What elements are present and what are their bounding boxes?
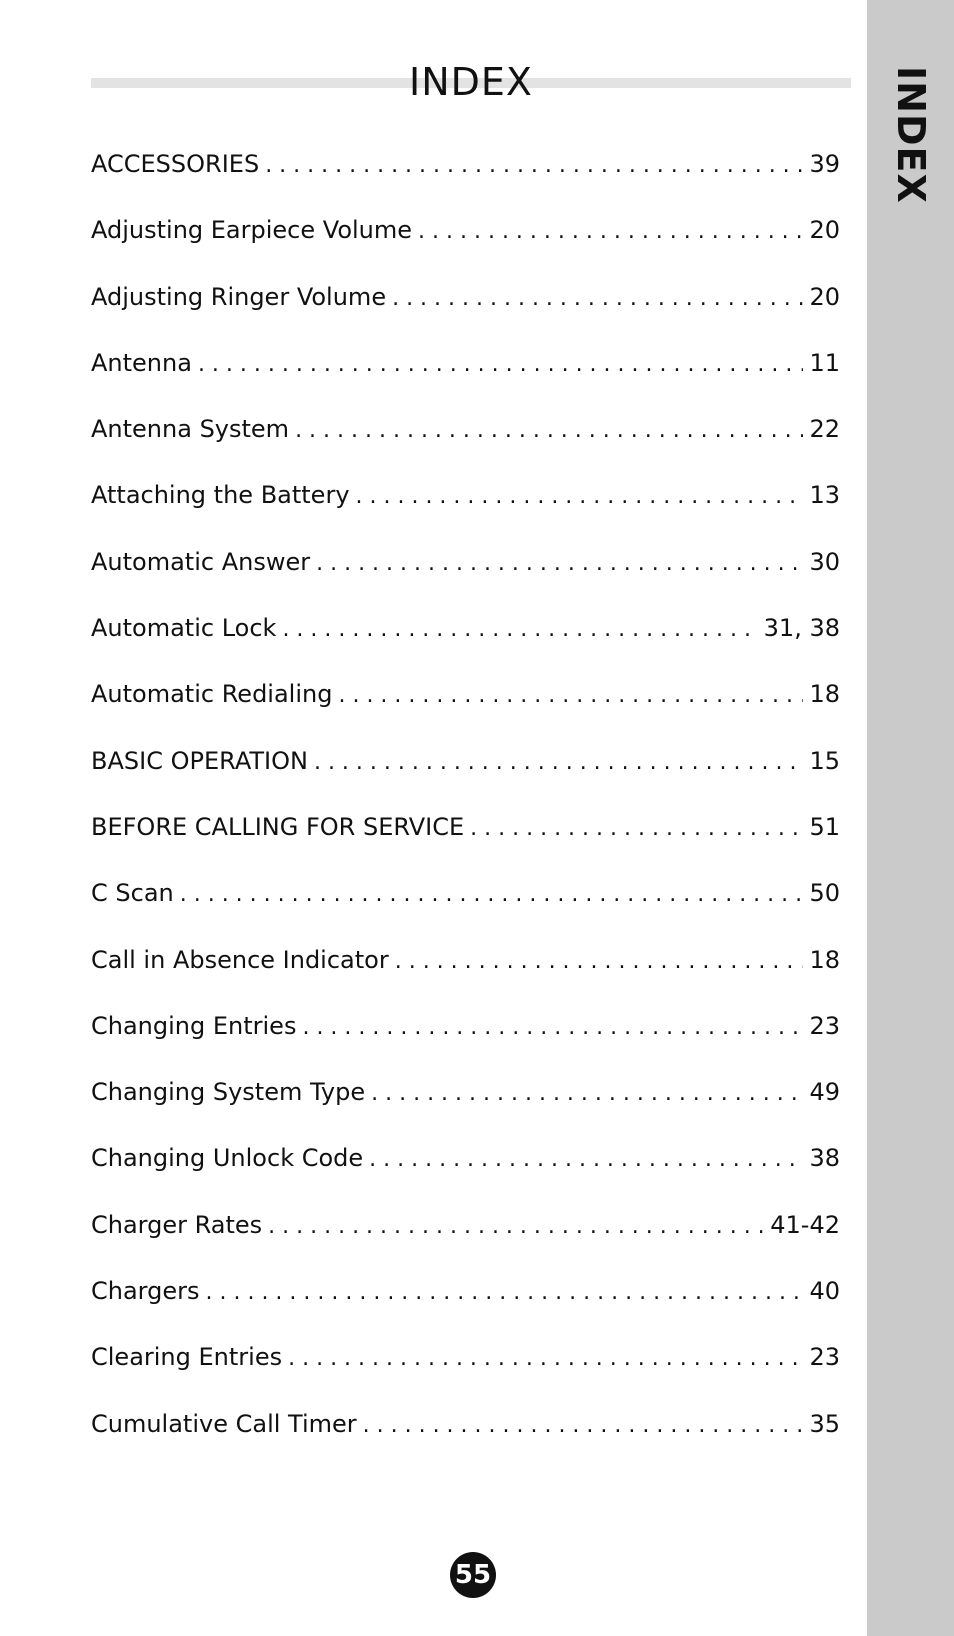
dot-leader <box>198 341 804 389</box>
dot-leader <box>371 1070 803 1118</box>
index-pages: 30 <box>809 547 840 576</box>
index-term: Automatic Lock <box>91 614 277 643</box>
dot-leader <box>288 1335 803 1383</box>
dot-leader <box>369 1136 803 1184</box>
index-pages: 20 <box>809 282 840 311</box>
index-pages: 51 <box>809 812 840 841</box>
index-term: Automatic Redialing <box>91 680 333 709</box>
dot-leader <box>470 805 803 853</box>
dot-leader <box>316 540 803 588</box>
index-entry <box>91 471 840 537</box>
page-title: INDEX <box>409 60 533 104</box>
index-entry <box>91 1267 840 1333</box>
index-term: Adjusting Ringer Volume <box>91 282 387 311</box>
index-entry <box>91 1134 840 1200</box>
index-term: Charger Rates <box>91 1210 263 1239</box>
index-pages: 31, 38 <box>763 614 840 643</box>
index-pages: 38 <box>809 1144 840 1173</box>
index-term: Clearing Entries <box>91 1343 283 1372</box>
index-term: ACCESSORIES <box>91 150 260 178</box>
index-entry <box>91 604 840 670</box>
index-pages: 23 <box>809 1011 840 1040</box>
index-entry <box>91 936 840 1002</box>
dot-leader <box>338 672 803 720</box>
index-entry <box>91 1400 840 1466</box>
side-tab-label: INDEX <box>889 66 933 204</box>
dot-leader <box>265 142 803 190</box>
index-term: BASIC OPERATION <box>91 746 308 775</box>
index-entry <box>91 405 840 471</box>
index-entry <box>91 1333 840 1399</box>
dot-leader <box>418 208 803 256</box>
index-pages: 35 <box>809 1409 840 1438</box>
index-pages: 11 <box>809 348 840 377</box>
dot-leader <box>395 938 804 986</box>
index-term: Adjusting Earpiece Volume <box>91 216 413 245</box>
index-entry <box>91 538 840 604</box>
index-entry <box>91 273 840 339</box>
index-term: Antenna System <box>91 415 290 444</box>
index-term: C Scan <box>91 879 174 908</box>
index-entry <box>91 803 840 869</box>
dot-leader <box>363 1402 804 1450</box>
dot-leader <box>302 1004 803 1052</box>
index-pages: 18 <box>809 945 840 974</box>
dot-leader <box>314 739 804 787</box>
index-term: Cumulative Call Timer <box>91 1409 357 1438</box>
index-term: Chargers <box>91 1277 200 1306</box>
index-term: Call in Absence Indicator <box>91 945 389 974</box>
index-pages: 13 <box>809 481 840 510</box>
index-pages: 20 <box>809 216 840 245</box>
index-term: Attaching the Battery <box>91 481 350 510</box>
index-entry <box>91 1201 840 1267</box>
index-term: Changing System Type <box>91 1078 366 1107</box>
index-pages: 50 <box>809 879 840 908</box>
index-pages: 39 <box>809 150 840 178</box>
index-pages: 40 <box>809 1277 840 1306</box>
index-term: Automatic Answer <box>91 547 311 576</box>
index-entry <box>91 140 840 206</box>
dot-leader <box>356 473 804 521</box>
index-entry <box>91 670 840 736</box>
dot-leader <box>295 407 803 455</box>
index-term: Changing Entries <box>91 1011 297 1040</box>
index-entry <box>91 737 840 803</box>
index-list <box>91 140 840 1466</box>
index-entry <box>91 1002 840 1068</box>
index-pages: 23 <box>809 1343 840 1372</box>
index-pages: 49 <box>809 1078 840 1107</box>
index-pages: 18 <box>809 680 840 709</box>
index-entry <box>91 869 840 935</box>
side-tab <box>867 0 954 1636</box>
index-entry <box>91 206 840 272</box>
dot-leader <box>392 275 803 323</box>
index-term: Antenna <box>91 348 192 377</box>
index-pages: 41-42 <box>770 1210 840 1239</box>
page-header <box>91 62 851 102</box>
dot-leader <box>282 606 757 654</box>
index-term: BEFORE CALLING FOR SERVICE <box>91 812 465 841</box>
index-term: Changing Unlock Code <box>91 1144 364 1173</box>
index-pages: 22 <box>809 415 840 444</box>
dot-leader <box>268 1203 764 1251</box>
dot-leader <box>180 871 804 919</box>
dot-leader <box>206 1269 804 1317</box>
index-entry <box>91 1068 840 1134</box>
index-pages: 15 <box>809 746 840 775</box>
index-entry <box>91 339 840 405</box>
page-number-badge: 55 <box>450 1552 496 1598</box>
